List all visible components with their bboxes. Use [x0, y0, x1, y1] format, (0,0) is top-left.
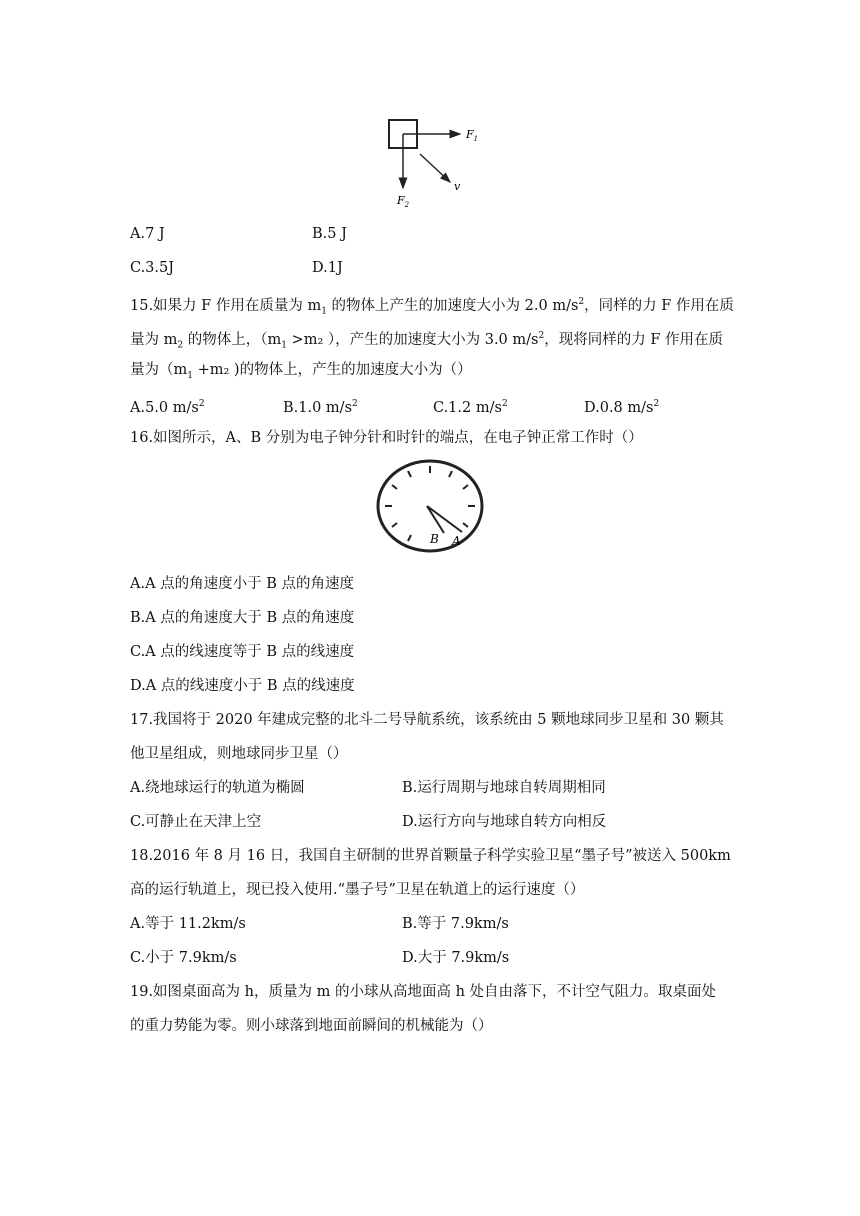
minute-hand [427, 506, 462, 532]
q16-option-d: D.A 点的线速度小于 B 点的线速度 [130, 678, 355, 694]
q17-option-d: D.运行方向与地球自转方向相反 [402, 814, 607, 830]
q14-option-a: A.7 J [130, 226, 165, 242]
q15-line1: 15.如果力 F 作用在质量为 $m_1$ 的物体上产生的加速度大小为 2.0 $m/s^2$，同样的力 F 作用在质 [130, 297, 734, 317]
clock-label-a: A [452, 534, 461, 548]
clock-label-b: B [430, 532, 439, 546]
q15-option-c: C.1.2 $m/s^2$ [433, 399, 508, 416]
q17-line2: 他卫星组成，则地球同步卫星（） [130, 746, 348, 762]
q17-option-a: A.绕地球运行的轨道为椭圆 [130, 780, 305, 796]
q19-line2: 的重力势能为零。则小球落到地面前瞬间的机械能为（） [130, 1018, 493, 1034]
q16-option-b: B.A 点的角速度大于 B 点的角速度 [130, 610, 355, 626]
q14-option-d: D.1J [312, 260, 343, 276]
force-diagram [380, 112, 490, 210]
q15-line2: 量为 $m_2$ 的物体上，（$m_1 >m_2$ ），产生的加速度大小为 3.0 $m/s^2$，现将同样的力 F 作用在质 [130, 331, 723, 351]
q18-option-b: B.等于 7.9km/s [402, 916, 509, 932]
q16-option-a: A.A 点的角速度小于 B 点的角速度 [130, 576, 355, 592]
v-label: v [454, 180, 461, 193]
clock-diagram [372, 456, 488, 556]
q15-option-b: B.1.0 $m/s^2$ [283, 399, 358, 416]
q17-option-b: B.运行周期与地球自转周期相同 [402, 780, 606, 796]
q19-line1: 19.如图桌面高为 h，质量为 m 的小球从高地面高 h 处自由落下，不计空气阻力。取桌面处 [130, 984, 717, 1000]
q18-option-c: C.小于 7.9km/s [130, 950, 237, 966]
q18-line2: 高的运行轨道上，现已投入使用.“墨子号”卫星在轨道上的运行速度（） [130, 882, 585, 898]
f2-label: $F_2$ [397, 194, 410, 209]
v-arrow [420, 154, 450, 182]
q18-option-a: A.等于 11.2km/s [130, 916, 246, 932]
q14-option-b: B.5 J [312, 226, 347, 242]
q17-option-c: C.可静止在天津上空 [130, 814, 262, 830]
q15-line3: 量为（$m_1 +m_2$ )的物体上，产生的加速度大小为（） [130, 362, 472, 381]
q17-line1: 17.我国将于 2020 年建成完整的北斗二号导航系统，该系统由 5 颗地球同步卫星和 30 颗其 [130, 712, 724, 728]
q18-line1: 18.2016 年 8 月 16 日，我国自主研制的世界首颗量子科学实验卫星“墨子号”被送入 500km [130, 848, 731, 864]
q18-option-d: D.大于 7.9km/s [402, 950, 510, 966]
q15-option-d: D.0.8 $m/s^2$ [584, 399, 660, 416]
f1-label: $F_1$ [466, 128, 479, 143]
q15-option-a: A.5.0 $m/s^2$ [130, 399, 205, 416]
q16-option-c: C.A 点的线速度等于 B 点的线速度 [130, 644, 355, 660]
hour-hand [427, 506, 444, 533]
q14-option-c: C.3.5J [130, 260, 175, 276]
q16-stem: 16.如图所示，A、B 分别为电子钟分针和时针的端点，在电子钟正常工作时（） [130, 430, 643, 446]
clock-ticks [385, 466, 475, 541]
